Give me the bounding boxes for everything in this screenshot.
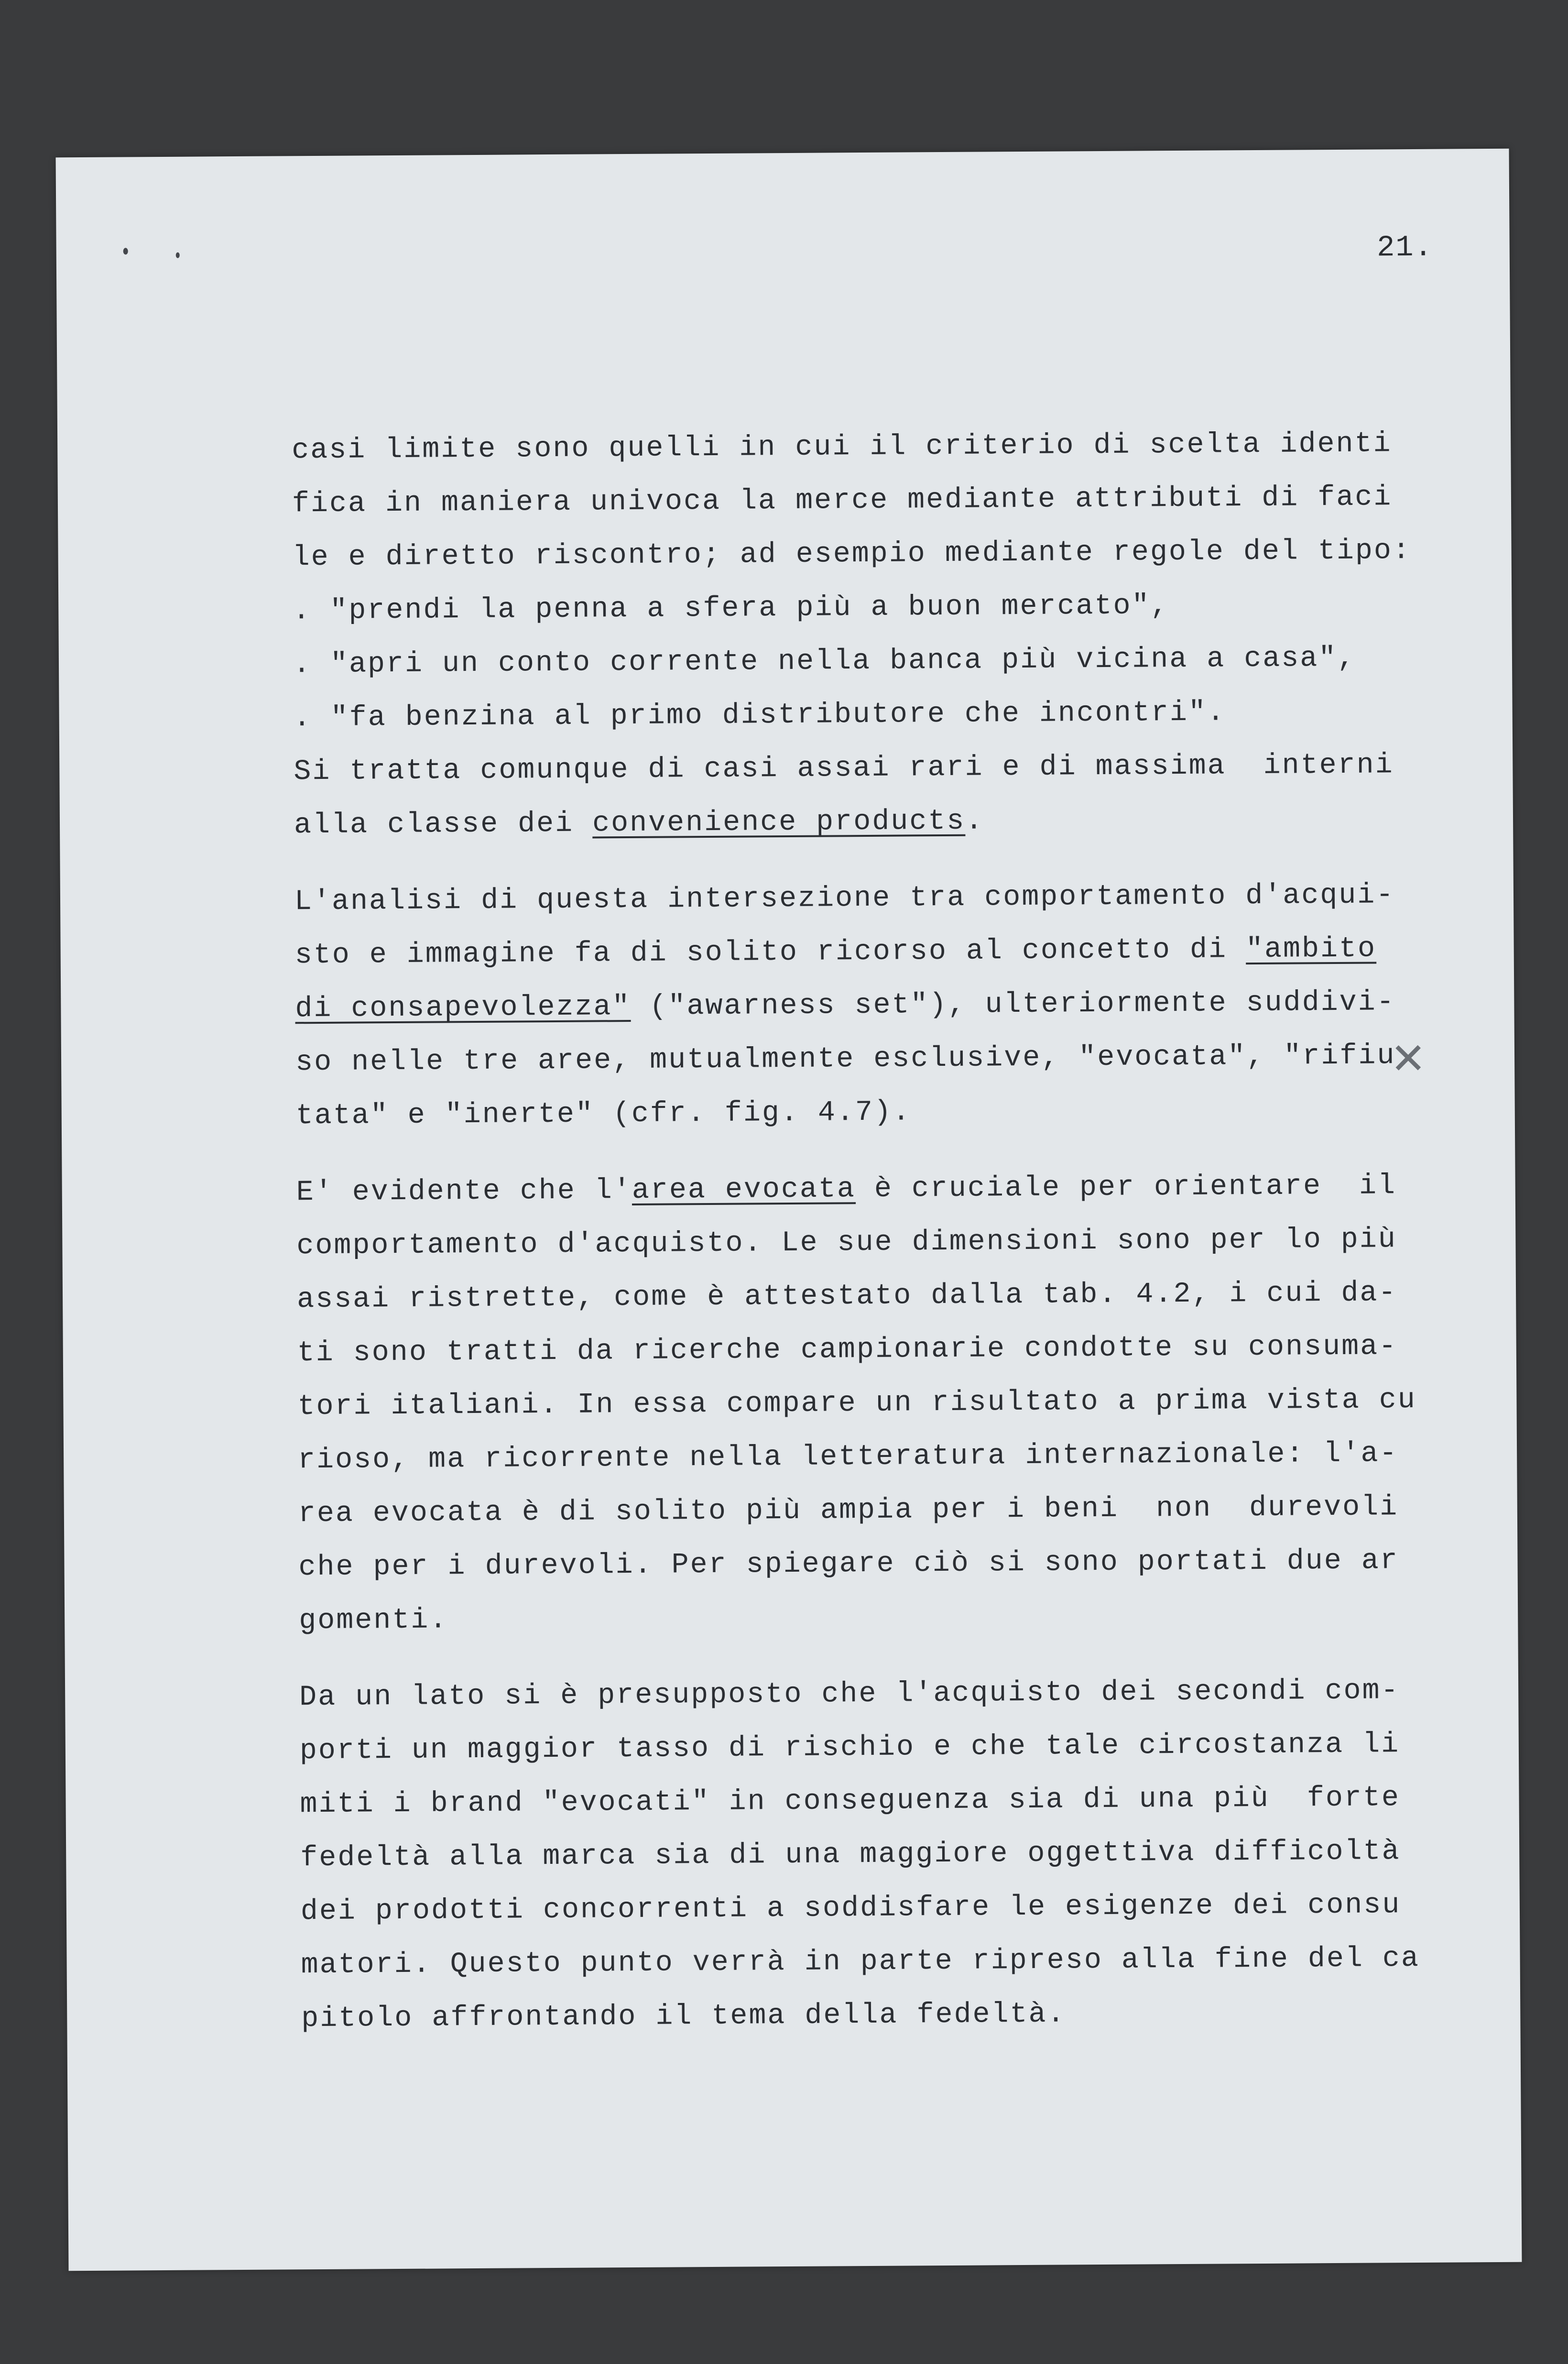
paper-speck (123, 248, 128, 254)
text-segment: tori italiani. In essa compare un risultato a prima vista cu (297, 1383, 1417, 1423)
text-line (293, 578, 1431, 638)
underlined-term: convenience products (592, 805, 966, 840)
underlined-term: "ambito (1245, 932, 1377, 966)
text-segment: comportamento d'acquisto. Le sue dimensioni sono per lo più (296, 1223, 1397, 1263)
text-segment: rea evocata è di solito più ampia per i beni non durevoli (298, 1491, 1399, 1531)
text-segment: Si tratta comunque di casi assai rari e di massima interni (294, 749, 1394, 788)
text-line (301, 1878, 1439, 1939)
text-segment: assai ristrette, come è attestato dalla tab. 4.2, i cui da- (296, 1277, 1397, 1316)
text-line (297, 1373, 1436, 1434)
underlined-term: area evocata (632, 1173, 856, 1207)
text-segment: tata" e "inerte" (cfr. fig. 4.7). (295, 1096, 912, 1133)
text-segment: . (965, 805, 984, 838)
text-segment: gomenti. (299, 1604, 448, 1638)
text-line (292, 471, 1430, 531)
text-line (294, 868, 1433, 929)
text-line (300, 1771, 1438, 1832)
text-segment: dei prodotti concorrenti a soddisfare le esigenze dei consu (300, 1889, 1401, 1928)
text-segment: fica in maniera univoca la merce mediante attributi di faci (292, 481, 1393, 521)
text-line (297, 1320, 1435, 1380)
text-segment: alla classe dei (294, 807, 593, 842)
text-line (300, 1825, 1438, 1885)
margin-cross-mark: ✕ (1390, 1033, 1426, 1084)
paragraph (299, 1664, 1439, 2046)
text-segment: porti un maggior tasso di rischio e che tale circostanza li (299, 1728, 1400, 1768)
text-line (299, 1664, 1437, 1725)
text-line (298, 1480, 1437, 1541)
text-line (299, 1587, 1437, 1648)
paper-speck (176, 252, 180, 258)
text-segment: matori. Questo punto verrà in parte ripreso alla fine del ca (301, 1942, 1420, 1982)
text-line (294, 792, 1432, 853)
text-segment: . "apri un conto corrente nella banca più vicina a casa", (293, 642, 1356, 681)
text-line (297, 1266, 1435, 1327)
text-line (292, 524, 1430, 585)
text-segment: casi limite sono quelli in cui il criterio di scelta identi (292, 427, 1392, 467)
paragraph (292, 417, 1432, 853)
text-line (298, 1534, 1437, 1595)
text-segment: pitolo affrontando il tema della fedeltà. (301, 1998, 1066, 2036)
text-line (294, 922, 1433, 983)
text-line (296, 1213, 1435, 1273)
text-line (292, 417, 1430, 478)
text-line (295, 1029, 1434, 1090)
text-line (298, 1427, 1436, 1488)
text-segment: so nelle tre aree, mutualmente esclusive, "evocata", "rifiu (295, 1040, 1396, 1079)
text-segment: è cruciale per orientare il (855, 1170, 1397, 1206)
text-line (300, 1718, 1438, 1778)
text-segment: ("awarness set"), ulteriormente suddivi- (631, 986, 1395, 1024)
page-number: 21. (1376, 230, 1433, 265)
text-line (293, 631, 1431, 692)
text-line (295, 975, 1433, 1036)
text-segment: rioso, ma ricorrente nella letteratura internazionale: l'a- (297, 1437, 1398, 1477)
text-segment: ti sono tratti da ricerche campionarie condotte su consuma- (297, 1330, 1398, 1370)
paragraph (296, 1159, 1437, 1648)
underlined-term: di consapevolezza" (295, 991, 631, 1026)
text-segment: L'analisi di questa intersezione tra comportamento d'acqui- (294, 879, 1395, 919)
typewritten-page (56, 149, 1522, 2271)
text-segment: miti i brand "evocati" in conseguenza sia di una più forte (300, 1782, 1401, 1821)
text-segment: le e diretto riscontro; ad esempio mediante regole del tipo: (292, 535, 1412, 574)
text-segment: fedeltà alla marca sia di una maggiore oggettiva difficoltà (300, 1835, 1401, 1875)
text-line (301, 1985, 1439, 2046)
text-line (294, 738, 1432, 799)
text-line (295, 1083, 1434, 1143)
text-line (293, 685, 1431, 745)
text-segment: . "prendi la penna a sfera più a buon mercato", (293, 590, 1169, 628)
paragraph (294, 868, 1434, 1143)
text-segment: sto e immagine fa di solito ricorso al concetto di (294, 933, 1246, 972)
text-segment: che per i durevoli. Per spiegare ciò si sono portati due ar (298, 1544, 1399, 1584)
text-segment: Da un lato si è presupposto che l'acquisto dei secondi com- (299, 1674, 1400, 1714)
text-line (301, 1932, 1439, 1992)
text-line (296, 1159, 1434, 1220)
body-text (292, 417, 1439, 2046)
text-segment: . "fa benzina al primo distributore che incontri". (293, 696, 1226, 735)
text-segment: E' evidente che l' (296, 1174, 632, 1209)
